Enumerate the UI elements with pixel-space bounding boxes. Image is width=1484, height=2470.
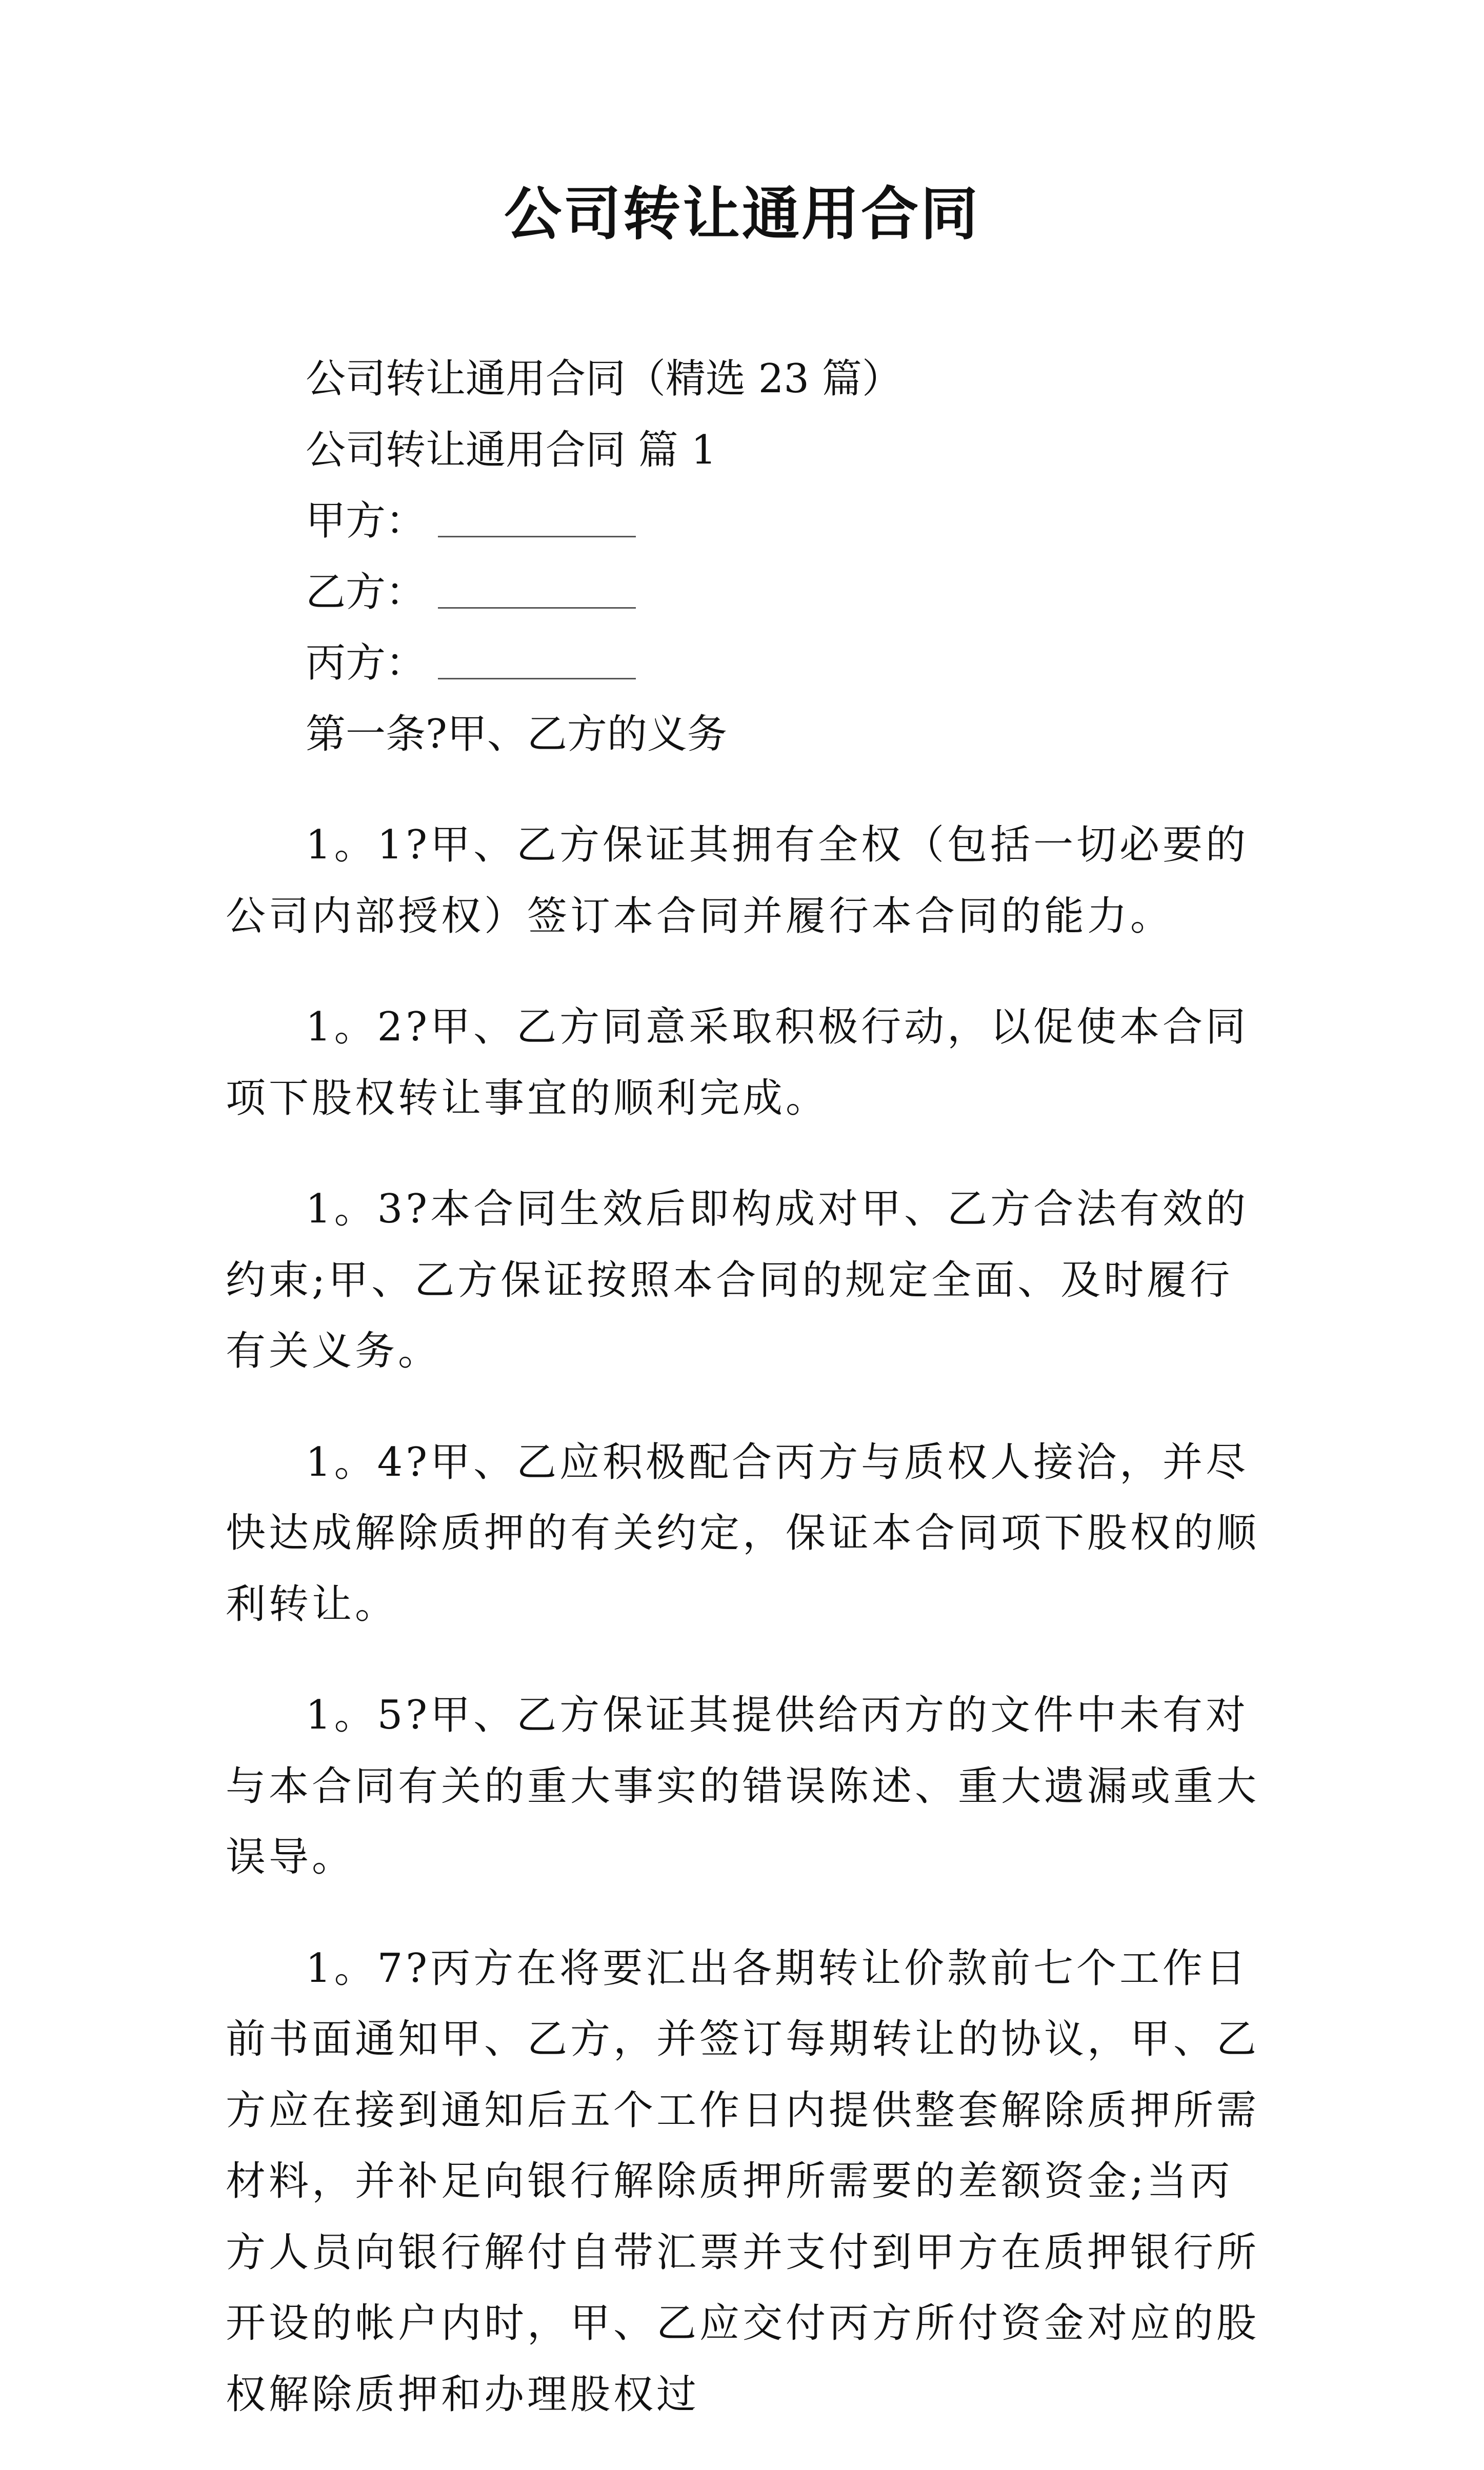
party-bing-blank xyxy=(438,642,636,679)
clause-1-2: 1。2?甲、乙方同意采取积极行动，以促使本合同项下股权转让事宜的顺利完成。 xyxy=(226,1004,1249,1121)
party-yi-blank xyxy=(438,571,636,609)
clause-1-3: 1。3?本合同生效后即构成对甲、乙方合法有效的约束;甲、乙方保证按照本合同的规定全面、及时履行有关义务。 xyxy=(226,1186,1249,1374)
clause-1-7: 1。7?丙方在将要汇出各期转让价款前七个工作日前书面通知甲、乙方，并签订每期转让的协议，甲、乙方应在接到通知后五个工作日内提供整套解除质押所需材料，并补足向银行解除质押所需要的差额资金;当丙方人员向银行解付自带汇票并支付到甲方在质押银行所开设的帐户内时，甲、乙应交付丙方所付资金对应的股权解除质押和办理股权过 xyxy=(226,1945,1260,2418)
party-bing-label: 丙方： xyxy=(306,640,426,686)
party-yi-label: 乙方： xyxy=(306,569,426,615)
document-subtitle: 公司转让通用合同（精选 23 篇） xyxy=(306,356,902,402)
clause-1-5: 1。5?甲、乙方保证其提供给丙方的文件中未有对与本合同有关的重大事实的错误陈述、重大遗漏或重大误导。 xyxy=(226,1692,1260,1880)
article-1-heading: 第一条?甲、乙方的义务 xyxy=(306,711,727,757)
section-heading: 公司转让通用合同 篇 1 xyxy=(306,427,717,473)
clause-1-1: 1。1?甲、乙方保证其拥有全权（包括一切必要的公司内部授权）签订本合同并履行本合同的能力。 xyxy=(226,822,1249,939)
party-jia-label: 甲方： xyxy=(306,498,426,544)
party-yi-line xyxy=(226,557,1267,628)
document-body xyxy=(226,344,1267,2470)
party-bing-line xyxy=(226,628,1267,699)
clause-1-4: 1。4?甲、乙应积极配合丙方与质权人接洽，并尽快达成解除质押的有关约定，保证本合同项下股权的顺利转让。 xyxy=(226,1439,1260,1628)
party-jia-line xyxy=(226,486,1267,557)
document-title: 公司转让通用合同 xyxy=(504,180,980,248)
party-jia-blank xyxy=(438,500,636,537)
